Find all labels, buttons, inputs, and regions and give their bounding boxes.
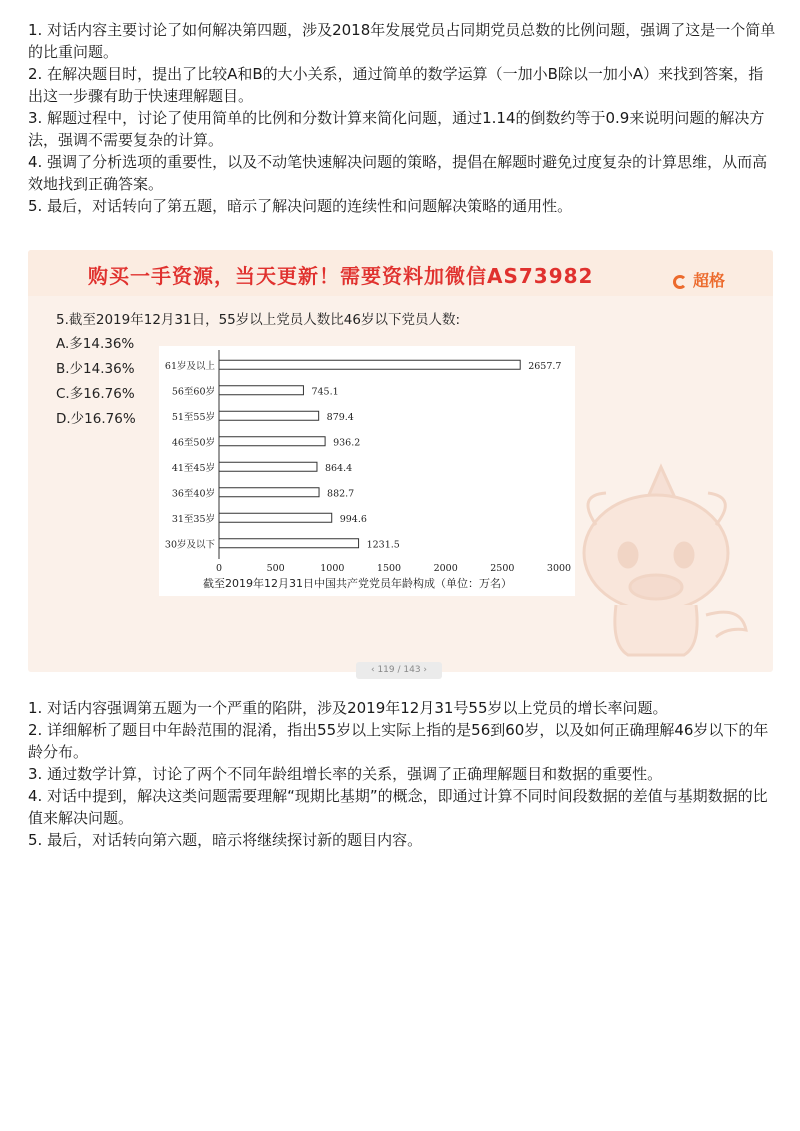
value-label: 864.4: [324, 462, 353, 474]
note-item: 2. 在解决题目时，提出了比较A和B的大小关系，通过简单的数学运算（一加小B除以一加小A）来找到答案，指出这一步骤有助于快速理解题目。: [28, 65, 764, 105]
value-label: 936.2: [333, 437, 361, 449]
category-label: 56至60岁: [171, 386, 215, 398]
category-label: 46至50岁: [171, 437, 215, 449]
x-tick-label: 500: [266, 563, 285, 571]
note-item: 4. 对话中提到，解决这类问题需要理解“现期比基期”的概念，即通过计算不同时间段数据的差值与基期数据的比值来解决问题。: [28, 787, 768, 827]
note-item: 1. 对话内容主要讨论了如何解决第四题，涉及2018年发展党员占同期党员总数的比例问题，强调了这是一个简单的比重问题。: [28, 21, 776, 61]
bar: [219, 360, 520, 369]
brand-icon: [673, 275, 687, 289]
category-label: 36至40岁: [171, 488, 215, 500]
notes-top: [28, 19, 776, 217]
category-label: 51至55岁: [171, 411, 215, 423]
category-label: 31至35岁: [171, 513, 215, 525]
category-label: 30岁及以下: [164, 539, 215, 551]
bar: [219, 411, 319, 420]
bar: [219, 513, 332, 522]
option-b: B.少14.36%: [56, 361, 135, 377]
bar: [219, 386, 303, 395]
note-item: 5. 最后，对话转向了第五题，暗示了解决问题的连续性和问题解决策略的通用性。: [28, 197, 573, 215]
x-tick-label: 0: [215, 563, 223, 571]
value-label: 745.1: [311, 386, 339, 398]
category-label: 41至45岁: [171, 462, 215, 474]
page-indicator: ‹ 119 / 143 ›: [356, 662, 442, 679]
option-d: D.少16.76%: [56, 411, 136, 427]
bar: [219, 488, 319, 497]
option-c: C.多16.76%: [56, 386, 135, 402]
notes-bottom: [28, 697, 776, 851]
option-a: A.多14.36%: [56, 336, 135, 352]
x-tick-label: 3000: [546, 563, 572, 571]
bar: [219, 539, 359, 548]
banner-text: 购买一手资源，当天更新！需要资料加微信AS73982: [88, 264, 594, 288]
brand-name: 超格: [692, 271, 725, 290]
question-text: 5.截至2019年12月31日，55岁以上党员人数比46岁以下党员人数:: [56, 312, 460, 328]
mascot-illustration-icon: [556, 455, 756, 665]
brand-logo: [673, 268, 725, 291]
bar: [219, 462, 317, 471]
value-label: 2657.7: [528, 360, 562, 372]
category-label: 61岁及以上: [164, 360, 215, 372]
x-tick-label: 1500: [376, 563, 402, 571]
age-bar-chart: [159, 346, 575, 571]
x-tick-label: 2500: [490, 563, 515, 571]
note-item: 3. 通过数学计算，讨论了两个不同年龄组增长率的关系，强调了正确理解题目和数据的重要性。: [28, 765, 663, 783]
bar: [219, 437, 325, 446]
value-label: 1231.5: [366, 539, 400, 551]
note-item: 3. 解题过程中，讨论了使用简单的比例和分数计算来简化问题，通过1.14的倒数约等于0.9来说明问题的解决方法，强调不需要复杂的计算。: [28, 109, 765, 149]
note-item: 2. 详细解析了题目中年龄范围的混淆，指出55岁以上实际上指的是56到60岁，以及如何正确理解46岁以下的年龄分布。: [28, 721, 769, 761]
promo-banner: [28, 250, 773, 296]
note-item: 5. 最后，对话转向第六题，暗示将继续探讨新的题目内容。: [28, 831, 423, 849]
slide-image: [28, 250, 773, 672]
note-item: 4. 强调了分析选项的重要性，以及不动笔快速解决问题的策略，提倡在解题时避免过度复杂的计算思维，从而高效地找到正确答案。: [28, 153, 768, 193]
value-label: 994.6: [339, 513, 367, 525]
value-label: 882.7: [327, 488, 355, 500]
chart-panel: [159, 346, 575, 596]
x-tick-label: 2000: [433, 563, 458, 571]
value-label: 879.4: [326, 411, 354, 423]
answer-options: [56, 332, 136, 432]
note-item: 1. 对话内容强调第五题为一个严重的陷阱，涉及2019年12月31号55岁以上党员的增长率问题。: [28, 699, 668, 717]
x-tick-label: 1000: [320, 563, 345, 571]
chart-title: 截至2019年12月31日中国共产党党员年龄构成（单位：万名）: [203, 577, 512, 590]
